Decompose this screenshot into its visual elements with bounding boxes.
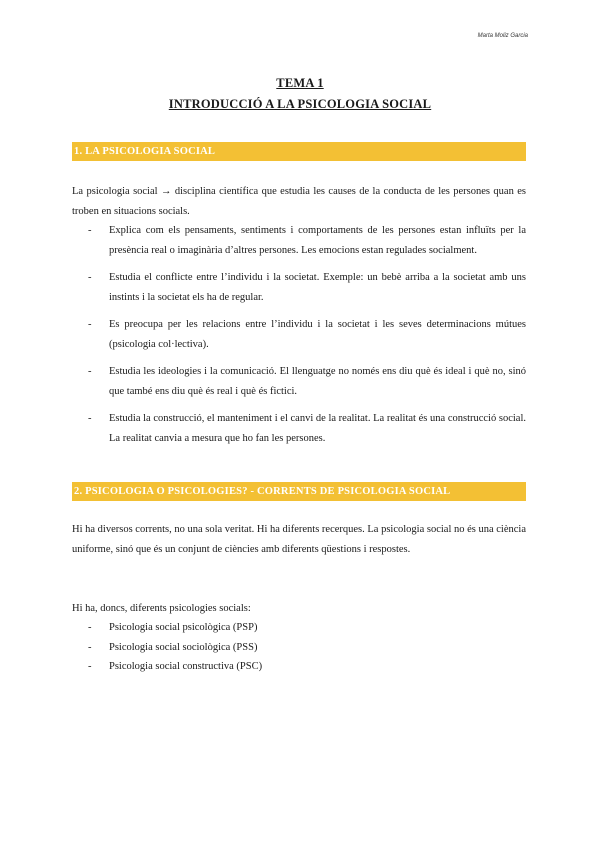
list-item: [72, 221, 526, 260]
bullet-dash: -: [88, 225, 92, 236]
bullet-dash: -: [88, 622, 92, 633]
list-item-text: Explica com els pensaments, sentiments i comportaments de les persones estan influïts per la presència real o imaginària d’altres persones. Les emocions estan regulades socialment.: [109, 225, 526, 256]
list-item: [72, 638, 526, 658]
list-item: [72, 362, 526, 401]
section-2-bullet-list: [72, 618, 526, 677]
list-item: [72, 618, 526, 638]
document-title: TEMA 1: [276, 76, 324, 90]
document-subtitle: INTRODUCCIÓ A LA PSICOLOGIA SOCIAL: [168, 97, 432, 111]
section-2-heading: 2. PSICOLOGIA O PSICOLOGIES? - CORRENTS DE PSICOLOGIA SOCIAL: [72, 482, 526, 501]
list-item-text: Es preocupa per les relacions entre l’individu i la societat i les seves determinacions mútues (psicologia col·lectiva).: [109, 319, 526, 350]
section-2-paragraph: Hi ha diversos corrents, no una sola veritat. Hi ha diferents recerques. La psicologia social no és una ciència uniforme, sinó que és un conjunt de ciències amb diferents qüestions i respostes.: [72, 524, 526, 555]
section-1-bullet-list: [72, 221, 526, 456]
section-2-list-intro: Hi ha, doncs, diferents psicologies socials:: [72, 603, 251, 614]
bullet-dash: -: [88, 641, 92, 653]
author-name: Marta Moliz Garcia: [477, 33, 528, 39]
list-item: [72, 315, 526, 354]
list-item-text: Psicologia social psicològica (PSP): [109, 622, 258, 633]
bullet-dash: -: [88, 366, 92, 377]
list-item: [72, 409, 526, 448]
section-1-intro: La psicologia social → disciplina científica que estudia les causes de la conducta de les persones quan es troben en situacions socials.: [72, 186, 526, 217]
bullet-dash: -: [88, 413, 92, 424]
list-item: [72, 657, 526, 677]
list-item-text: Psicologia social constructiva (PSC): [109, 661, 263, 672]
section-1-heading: 1. LA PSICOLOGIA SOCIAL: [72, 142, 526, 161]
list-item-text: Estudia el conflicte entre l’individu i la societat. Exemple: un bebè arriba a la societat amb uns instints i la societat els ha de regular.: [109, 272, 526, 303]
bullet-dash: -: [88, 272, 92, 283]
list-item: [72, 268, 526, 307]
list-item-text: Estudia la construcció, el manteniment i el canvi de la realitat. La realitat és una construcció social. La realitat canvia a mesura que ho fan les persones.: [109, 413, 526, 444]
list-item-text: Psicologia social sociològica (PSS): [109, 641, 258, 653]
list-item-text: Estudia les ideologies i la comunicació. El llenguatge no només ens diu què és ideal i què no, sinó que també ens diu què és real i què és fictici.: [109, 366, 526, 397]
bullet-dash: -: [88, 319, 92, 330]
bullet-dash: -: [88, 661, 92, 672]
